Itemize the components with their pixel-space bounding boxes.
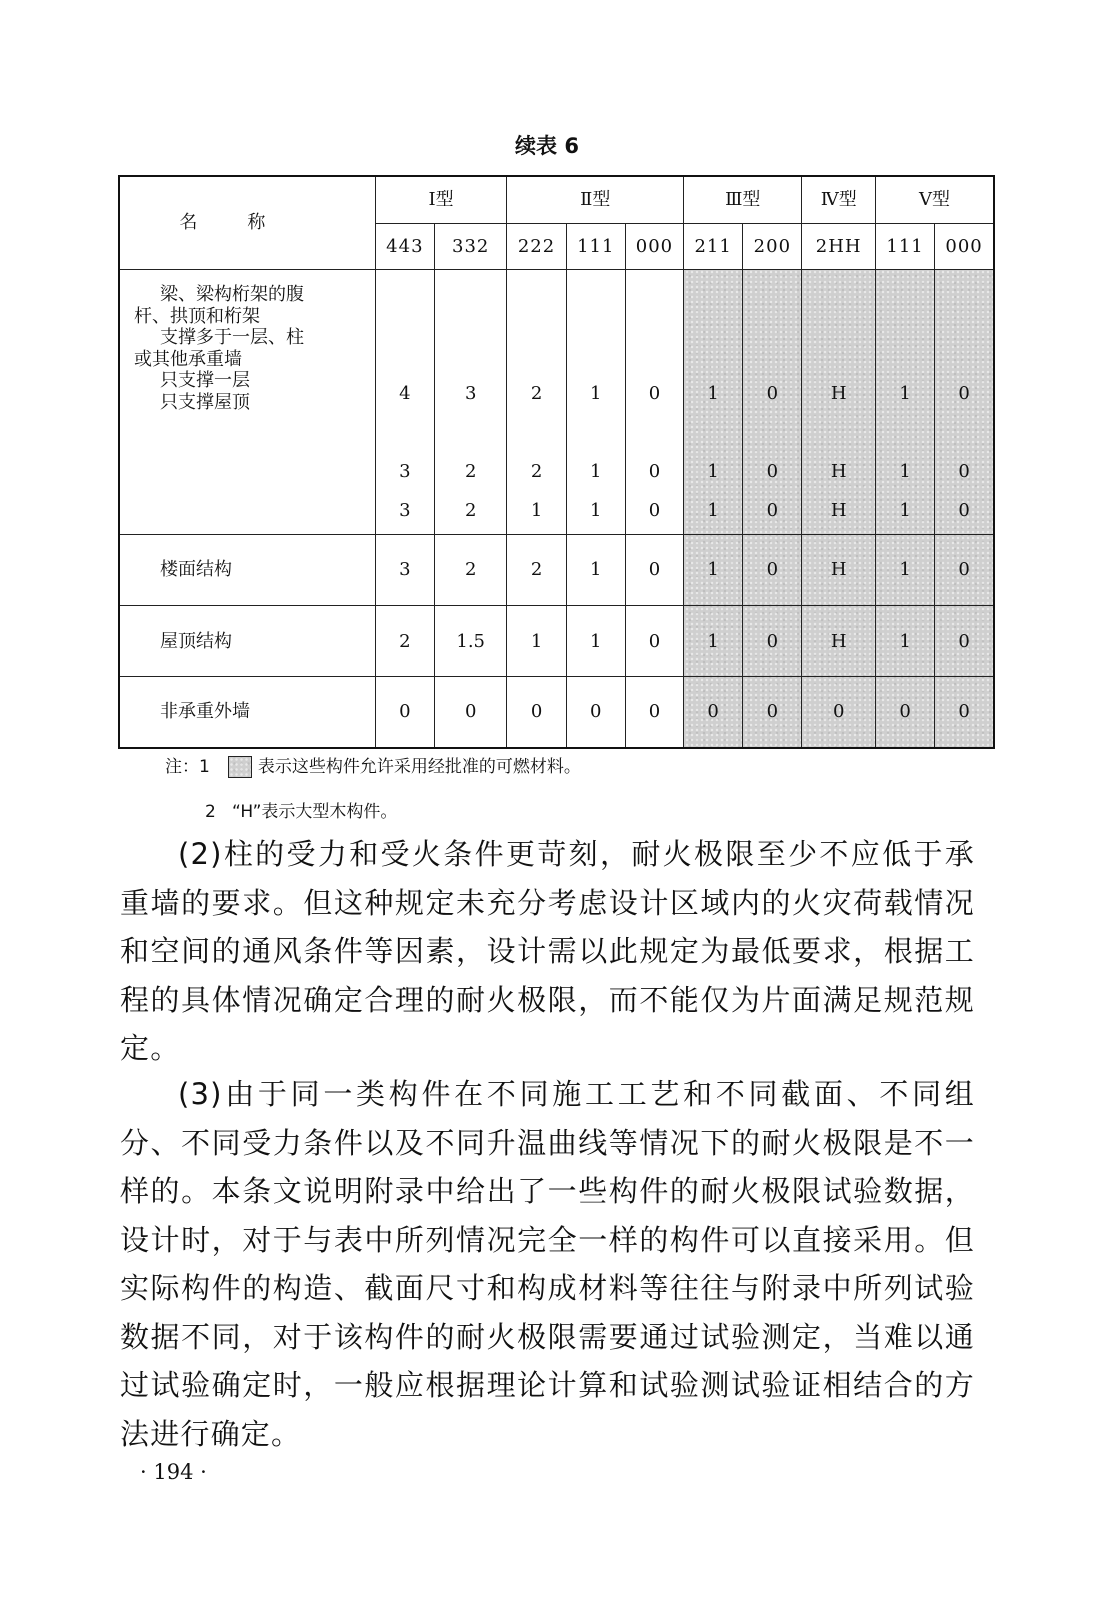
subcol-header: 000 bbox=[935, 224, 994, 270]
note-2-number: 2 bbox=[205, 802, 216, 822]
cell-value: 1 bbox=[507, 606, 566, 677]
note-1-prefix: 注：1 bbox=[165, 757, 210, 777]
value-cell bbox=[625, 269, 683, 534]
value-cell bbox=[507, 269, 566, 534]
cell-value: 1 bbox=[707, 499, 719, 521]
cell-value: 3 bbox=[464, 382, 477, 404]
cell-value: 0 bbox=[648, 460, 661, 482]
cell-value: 0 bbox=[766, 460, 779, 482]
subcol-header: 222 bbox=[507, 224, 566, 270]
cell-value: 3 bbox=[399, 460, 411, 482]
cell-value: 2 bbox=[464, 499, 477, 521]
note-1-text: 表示这些构件允许采用经批准的可燃材料。 bbox=[257, 757, 581, 777]
cell-value: 2 bbox=[375, 606, 434, 677]
paragraph-2: (2)柱的受力和受火条件更苛刻，耐火极限至少不应低于承重墙的要求。但这种规定未充分考虑设计区域内的火灾荷载情况和空间的通风条件等因素，设计需以此规定为最低要求，根据工程的具体情况确定合理的耐火极限，而不能仅为片面满足规范规定。 bbox=[120, 837, 975, 1065]
subcol-header: 111 bbox=[875, 224, 934, 270]
note-2 bbox=[205, 797, 397, 822]
value-cell bbox=[434, 269, 506, 534]
shaded-value-cell bbox=[743, 269, 802, 534]
table-row-exterior-wall bbox=[119, 677, 994, 748]
cell-value: 0 bbox=[935, 606, 994, 677]
group-header-type4: Ⅳ型 bbox=[802, 176, 876, 224]
cell-value: 1 bbox=[875, 535, 934, 606]
cell-value: H bbox=[830, 460, 847, 482]
cell-value: 0 bbox=[648, 382, 661, 404]
cell-value: H bbox=[802, 535, 876, 606]
cell-value: 0 bbox=[684, 677, 743, 748]
cell-value: 0 bbox=[958, 460, 970, 482]
cell-value: 1 bbox=[899, 460, 911, 482]
cell-value: 0 bbox=[875, 677, 934, 748]
cell-value: 0 bbox=[743, 677, 802, 748]
row-name-line: 杆、拱顶和桁架 bbox=[134, 305, 260, 327]
note-1 bbox=[165, 752, 581, 778]
cell-value: 2 bbox=[530, 460, 543, 482]
cell-value: 1 bbox=[590, 499, 602, 521]
cell-value: 0 bbox=[625, 606, 683, 677]
cell-value: 1 bbox=[590, 460, 602, 482]
cell-value: 0 bbox=[566, 677, 625, 748]
shaded-value-cell bbox=[802, 269, 876, 534]
group-header-type5: Ⅴ型 bbox=[875, 176, 994, 224]
row-name-line: 支撑多于一层、柱 bbox=[160, 327, 304, 349]
cell-value: 0 bbox=[648, 499, 661, 521]
cell-value: 2 bbox=[530, 382, 543, 404]
cell-value: 4 bbox=[399, 382, 411, 404]
cell-value: 0 bbox=[958, 499, 970, 521]
cell-value: 0 bbox=[766, 499, 779, 521]
row-name-roof: 屋顶结构 bbox=[119, 606, 375, 677]
shaded-value-cell bbox=[875, 269, 934, 534]
cell-value: 1 bbox=[899, 499, 911, 521]
cell-value: 1 bbox=[530, 499, 543, 521]
subcol-header: 2HH bbox=[802, 224, 876, 270]
cell-value: 0 bbox=[958, 382, 970, 404]
cell-value: 2 bbox=[434, 535, 506, 606]
subcol-header: 111 bbox=[566, 224, 625, 270]
shaded-value-cell bbox=[935, 269, 994, 534]
table-caption: 续表 6 bbox=[515, 134, 579, 158]
subcol-header: 443 bbox=[375, 224, 434, 270]
group-header-type3: Ⅲ型 bbox=[684, 176, 802, 224]
cell-value: 0 bbox=[375, 677, 434, 748]
cell-value: 1 bbox=[684, 606, 743, 677]
table-row-beams bbox=[119, 269, 994, 534]
row-name-beams bbox=[119, 269, 375, 534]
subcol-header: 211 bbox=[684, 224, 743, 270]
fire-resistance-table bbox=[118, 175, 995, 749]
table-row-roof bbox=[119, 606, 994, 677]
subcol-header: 332 bbox=[434, 224, 506, 270]
cell-value: H bbox=[802, 606, 876, 677]
value-cell bbox=[375, 269, 434, 534]
note-2-text: “H”表示大型木构件。 bbox=[232, 802, 398, 822]
row-name-line: 只支撑一层 bbox=[160, 370, 250, 392]
row-name-line: 或其他承重墙 bbox=[134, 348, 242, 370]
subcol-header: 200 bbox=[743, 224, 802, 270]
cell-value: 0 bbox=[935, 535, 994, 606]
row-name-floor: 楼面结构 bbox=[119, 535, 375, 606]
cell-value: H bbox=[830, 499, 847, 521]
cell-value: 1 bbox=[899, 382, 911, 404]
cell-value: 3 bbox=[399, 499, 411, 521]
cell-value: 3 bbox=[375, 535, 434, 606]
page-number: · 194 · bbox=[140, 1460, 207, 1484]
cell-value: 1 bbox=[707, 460, 719, 482]
cell-value: 2 bbox=[464, 460, 477, 482]
shaded-value-cell bbox=[684, 269, 743, 534]
cell-value: H bbox=[830, 382, 847, 404]
cell-value: 0 bbox=[507, 677, 566, 748]
cell-value: 1.5 bbox=[434, 606, 506, 677]
value-cell bbox=[566, 269, 625, 534]
cell-value: 0 bbox=[434, 677, 506, 748]
cell-value: 1 bbox=[566, 606, 625, 677]
cell-value: 1 bbox=[875, 606, 934, 677]
cell-value: 0 bbox=[766, 382, 779, 404]
cell-value: 1 bbox=[684, 535, 743, 606]
cell-value: 0 bbox=[743, 535, 802, 606]
cell-value: 1 bbox=[566, 535, 625, 606]
row-name-line: 梁、梁构桁架的腹 bbox=[160, 283, 304, 305]
cell-value: 0 bbox=[935, 677, 994, 748]
row-name-exterior-wall: 非承重外墙 bbox=[119, 677, 375, 748]
subcol-header: 000 bbox=[625, 224, 683, 270]
cell-value: 0 bbox=[625, 677, 683, 748]
cell-value: 0 bbox=[802, 677, 876, 748]
table-row-floor bbox=[119, 535, 994, 606]
name-column-header: 名称 bbox=[119, 176, 375, 269]
cell-value: 0 bbox=[625, 535, 683, 606]
cell-value: 1 bbox=[590, 382, 602, 404]
paragraph-3: (3)由于同一类构件在不同施工工艺和不同截面、不同组分、不同受力条件以及不同升温曲线等情况下的耐火极限是不一样的。本条文说明附录中给出了一些构件的耐火极限试验数据，设计时，对于与表中所列情况完全一样的构件可以直接采用。但实际构件的构造、截面尺寸和构成材料等往往与附录中所列试验数据不同，对于该构件的耐火极限需要通过试验测定，当难以通过试验确定时，一般应根据理论计算和试验测试验证相结合的方法进行确定。 bbox=[120, 1077, 975, 1451]
cell-value: 2 bbox=[507, 535, 566, 606]
group-header-type2: Ⅱ型 bbox=[507, 176, 684, 224]
shade-legend-swatch bbox=[228, 756, 252, 778]
group-header-type1: Ⅰ型 bbox=[375, 176, 507, 224]
cell-value: 1 bbox=[707, 382, 719, 404]
row-name-line: 只支撑屋顶 bbox=[160, 391, 250, 413]
cell-value: 0 bbox=[743, 606, 802, 677]
